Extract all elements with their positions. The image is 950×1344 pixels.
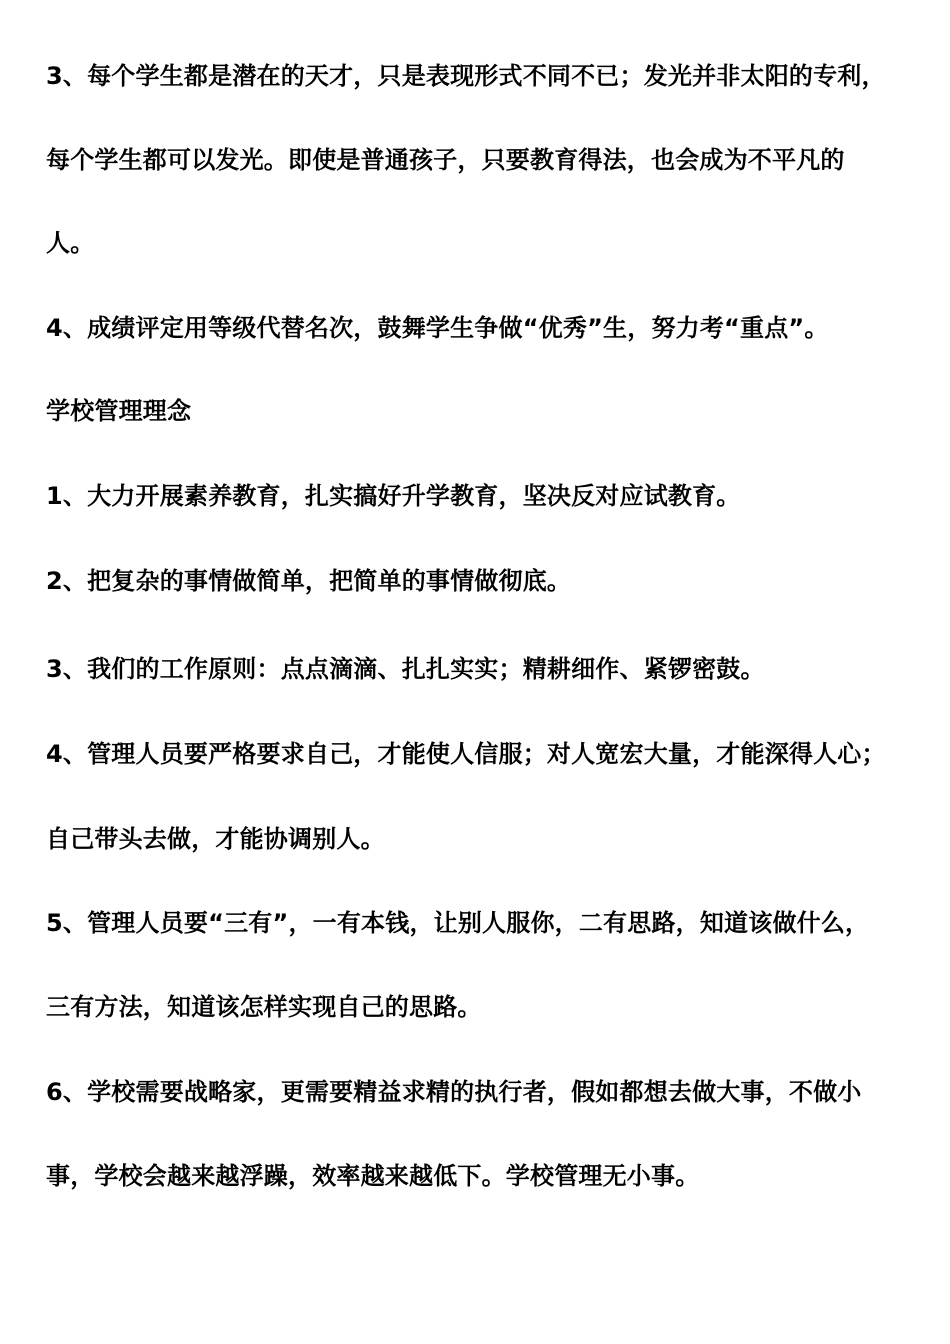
paragraph-3-line-2: 每个学生都可以发光。即使是普通孩子，只要教育得法，也会成为不平凡的	[46, 146, 845, 174]
mgmt-item-6-line-2: 事，学校会越来越浮躁，效率越来越低下。学校管理无小事。	[46, 1162, 700, 1190]
paragraph-3-line-3: 人。	[46, 229, 95, 257]
mgmt-item-2: 2、把复杂的事情做简单，把简单的事情做彻底。	[46, 567, 572, 595]
section-heading: 学校管理理念	[46, 397, 192, 425]
paragraph-4-line-1: 4、成绩评定用等级代替名次，鼓舞学生争做“优秀”生，努力考“重点”。	[46, 314, 829, 342]
mgmt-item-6-line-1: 6、学校需要战略家，更需要精益求精的执行者，假如都想去做大事，不做小	[46, 1078, 862, 1106]
mgmt-item-5-line-1: 5、管理人员要“三有”，一有本钱，让别人服你，二有思路，知道该做什么，	[46, 909, 870, 937]
mgmt-item-4-line-1: 4、管理人员要严格要求自己，才能使人信服；对人宽宏大量，才能深得人心；	[46, 740, 886, 768]
mgmt-item-3: 3、我们的工作原则：点点滴滴、扎扎实实；精耕细作、紧锣密鼓。	[46, 655, 765, 683]
paragraph-3-line-1: 3、每个学生都是潜在的天才，只是表现形式不同不已；发光并非太阳的专利，	[46, 62, 886, 90]
mgmt-item-4-line-2: 自己带头去做，才能协调别人。	[46, 825, 385, 853]
mgmt-item-1: 1、大力开展素养教育，扎实搞好升学教育，坚决反对应试教育。	[46, 482, 741, 510]
mgmt-item-5-line-2: 三有方法，知道该怎样实现自己的思路。	[46, 993, 482, 1021]
